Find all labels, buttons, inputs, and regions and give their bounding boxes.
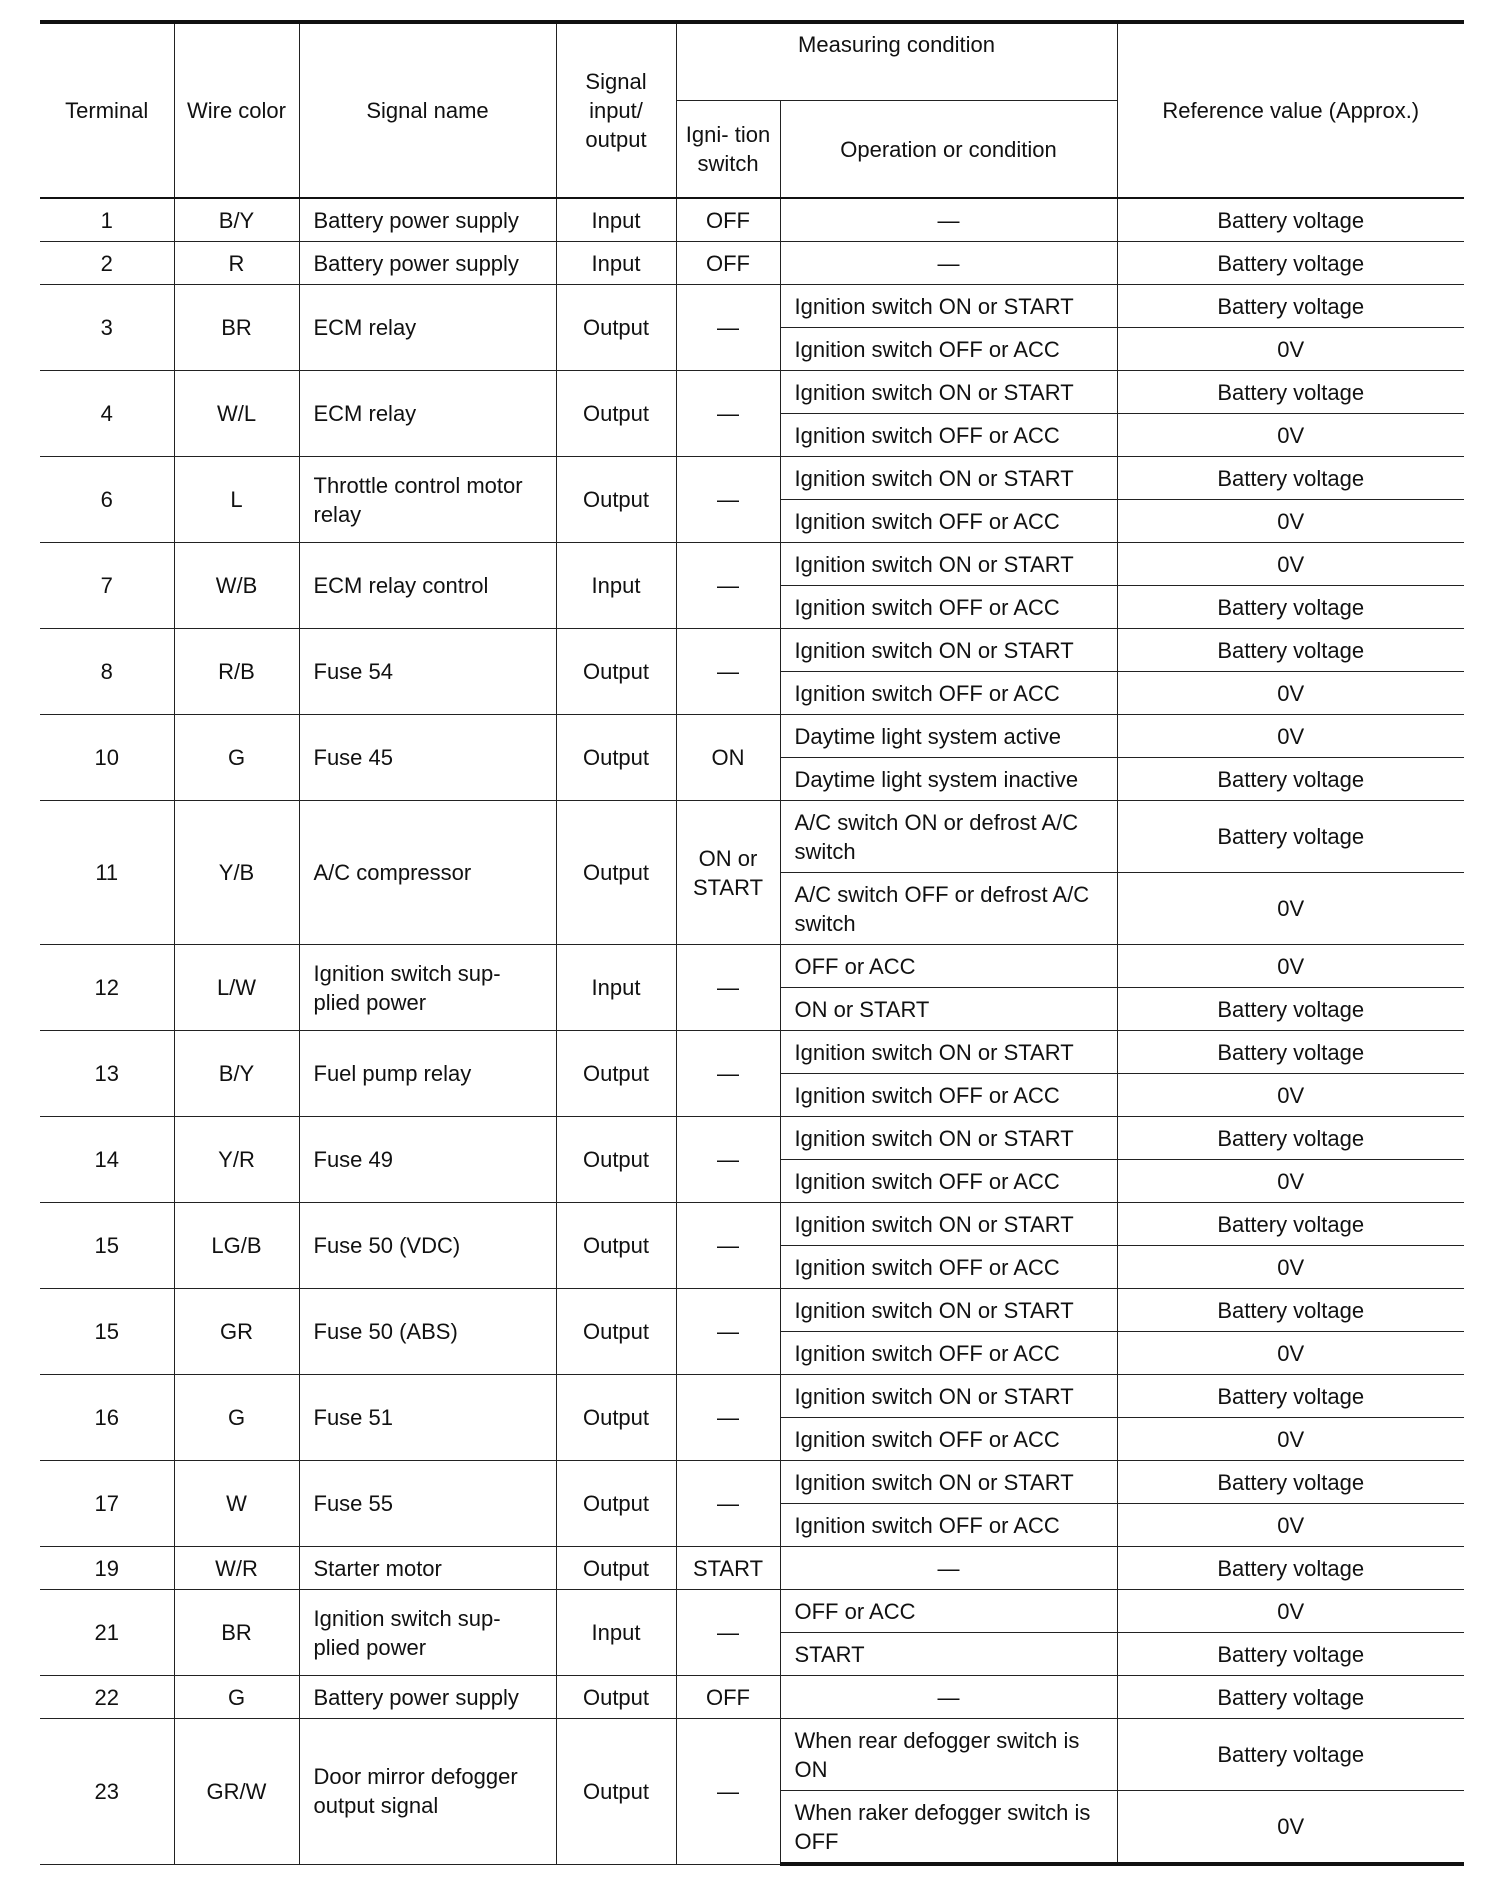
cell-wire-color: B/Y [174, 1031, 299, 1117]
cell-terminal: 10 [40, 715, 174, 801]
cell-operation-condition: — [780, 242, 1117, 285]
cell-ignition-switch: — [676, 1203, 780, 1289]
cell-signal-name: Fuel pump relay [299, 1031, 556, 1117]
cell-reference-value: Battery voltage [1117, 457, 1464, 500]
table-row [40, 198, 1464, 242]
cell-ignition-switch: — [676, 543, 780, 629]
cell-reference-value: 0V [1117, 328, 1464, 371]
cell-wire-color: LG/B [174, 1203, 299, 1289]
cell-reference-value: Battery voltage [1117, 1117, 1464, 1160]
table-row [40, 1547, 1464, 1590]
cell-ignition-switch: OFF [676, 198, 780, 242]
table-row [40, 1719, 1464, 1791]
table-row [40, 1289, 1464, 1332]
cell-reference-value: Battery voltage [1117, 801, 1464, 873]
cell-signal-name: Fuse 54 [299, 629, 556, 715]
header-wire-color: Wire color [174, 22, 299, 198]
table-row [40, 629, 1464, 672]
cell-ignition-switch: — [676, 1719, 780, 1865]
cell-terminal: 4 [40, 371, 174, 457]
cell-reference-value: Battery voltage [1117, 1203, 1464, 1246]
table-row [40, 457, 1464, 500]
cell-signal-io: Output [556, 629, 676, 715]
cell-reference-value: 0V [1117, 1791, 1464, 1865]
cell-reference-value: Battery voltage [1117, 1031, 1464, 1074]
cell-wire-color: G [174, 1676, 299, 1719]
cell-signal-io: Output [556, 715, 676, 801]
cell-wire-color: R [174, 242, 299, 285]
cell-operation-condition: Ignition switch OFF or ACC [780, 1332, 1117, 1375]
cell-wire-color: B/Y [174, 198, 299, 242]
table-row [40, 945, 1464, 988]
cell-signal-name: Fuse 45 [299, 715, 556, 801]
cell-signal-io: Output [556, 1547, 676, 1590]
table-row [40, 1375, 1464, 1418]
header-signal-io: Signal input/ output [556, 22, 676, 198]
cell-reference-value: Battery voltage [1117, 1676, 1464, 1719]
cell-operation-condition: When raker defogger switch is OFF [780, 1791, 1117, 1865]
cell-operation-condition: OFF or ACC [780, 945, 1117, 988]
cell-reference-value: Battery voltage [1117, 371, 1464, 414]
cell-ignition-switch: OFF [676, 1676, 780, 1719]
cell-operation-condition: Ignition switch OFF or ACC [780, 672, 1117, 715]
cell-terminal: 13 [40, 1031, 174, 1117]
cell-terminal: 8 [40, 629, 174, 715]
cell-operation-condition: Ignition switch ON or START [780, 1117, 1117, 1160]
cell-terminal: 16 [40, 1375, 174, 1461]
cell-operation-condition: Ignition switch ON or START [780, 1031, 1117, 1074]
cell-operation-condition: START [780, 1633, 1117, 1676]
cell-reference-value: Battery voltage [1117, 1633, 1464, 1676]
cell-signal-io: Input [556, 543, 676, 629]
cell-signal-name: A/C compressor [299, 801, 556, 945]
cell-reference-value: Battery voltage [1117, 1289, 1464, 1332]
cell-wire-color: W/L [174, 371, 299, 457]
cell-operation-condition: — [780, 1547, 1117, 1590]
cell-wire-color: G [174, 1375, 299, 1461]
cell-ignition-switch: — [676, 1375, 780, 1461]
cell-operation-condition: Ignition switch ON or START [780, 457, 1117, 500]
cell-operation-condition: Ignition switch ON or START [780, 1375, 1117, 1418]
cell-reference-value: 0V [1117, 1590, 1464, 1633]
table-row [40, 242, 1464, 285]
cell-terminal: 1 [40, 198, 174, 242]
cell-operation-condition: Ignition switch OFF or ACC [780, 586, 1117, 629]
cell-terminal: 11 [40, 801, 174, 945]
cell-operation-condition: Ignition switch OFF or ACC [780, 1246, 1117, 1289]
cell-operation-condition: — [780, 1676, 1117, 1719]
cell-wire-color: GR/W [174, 1719, 299, 1865]
cell-wire-color: W/B [174, 543, 299, 629]
cell-ignition-switch: — [676, 1031, 780, 1117]
cell-signal-name: Battery power supply [299, 198, 556, 242]
cell-reference-value: 0V [1117, 715, 1464, 758]
cell-terminal: 6 [40, 457, 174, 543]
cell-ignition-switch: — [676, 371, 780, 457]
cell-signal-name: ECM relay [299, 285, 556, 371]
cell-reference-value: 0V [1117, 1504, 1464, 1547]
table-row [40, 1203, 1464, 1246]
cell-reference-value: 0V [1117, 1418, 1464, 1461]
table-row [40, 801, 1464, 873]
cell-signal-name: ECM relay control [299, 543, 556, 629]
cell-signal-name: Ignition switch sup- plied power [299, 945, 556, 1031]
table-row [40, 1590, 1464, 1633]
cell-ignition-switch: ON [676, 715, 780, 801]
cell-signal-io: Output [556, 1289, 676, 1375]
cell-ignition-switch: — [676, 629, 780, 715]
cell-reference-value: 0V [1117, 873, 1464, 945]
cell-signal-name: Throttle control motor relay [299, 457, 556, 543]
cell-wire-color: BR [174, 1590, 299, 1676]
cell-ignition-switch: START [676, 1547, 780, 1590]
cell-reference-value: 0V [1117, 1074, 1464, 1117]
cell-wire-color: L/W [174, 945, 299, 1031]
cell-reference-value: Battery voltage [1117, 242, 1464, 285]
cell-signal-io: Output [556, 1461, 676, 1547]
cell-terminal: 23 [40, 1719, 174, 1865]
cell-ignition-switch: — [676, 1117, 780, 1203]
table-row [40, 1117, 1464, 1160]
cell-reference-value: 0V [1117, 672, 1464, 715]
cell-ignition-switch: — [676, 285, 780, 371]
cell-terminal: 15 [40, 1203, 174, 1289]
table-row [40, 543, 1464, 586]
cell-signal-io: Output [556, 1203, 676, 1289]
header-signal-name: Signal name [299, 22, 556, 198]
cell-signal-name: Starter motor [299, 1547, 556, 1590]
cell-signal-io: Output [556, 1676, 676, 1719]
cell-signal-io: Output [556, 1117, 676, 1203]
cell-signal-name: Fuse 50 (VDC) [299, 1203, 556, 1289]
cell-operation-condition: Ignition switch ON or START [780, 1289, 1117, 1332]
cell-reference-value: 0V [1117, 1246, 1464, 1289]
cell-reference-value: 0V [1117, 414, 1464, 457]
cell-signal-name: Fuse 50 (ABS) [299, 1289, 556, 1375]
cell-operation-condition: Ignition switch ON or START [780, 629, 1117, 672]
cell-ignition-switch: — [676, 1289, 780, 1375]
table-row [40, 1461, 1464, 1504]
cell-reference-value: 0V [1117, 500, 1464, 543]
cell-reference-value: Battery voltage [1117, 285, 1464, 328]
table-row [40, 1676, 1464, 1719]
cell-reference-value: Battery voltage [1117, 198, 1464, 242]
cell-operation-condition: Daytime light system inactive [780, 758, 1117, 801]
cell-signal-name: Fuse 49 [299, 1117, 556, 1203]
cell-signal-name: Ignition switch sup- plied power [299, 1590, 556, 1676]
cell-signal-io: Output [556, 371, 676, 457]
cell-wire-color: Y/R [174, 1117, 299, 1203]
cell-reference-value: Battery voltage [1117, 1719, 1464, 1791]
cell-ignition-switch: — [676, 457, 780, 543]
cell-signal-io: Input [556, 1590, 676, 1676]
cell-signal-io: Output [556, 285, 676, 371]
cell-operation-condition: Ignition switch OFF or ACC [780, 1074, 1117, 1117]
cell-ignition-switch: — [676, 1461, 780, 1547]
cell-reference-value: Battery voltage [1117, 586, 1464, 629]
cell-operation-condition: Ignition switch OFF or ACC [780, 1160, 1117, 1203]
cell-reference-value: 0V [1117, 1160, 1464, 1203]
cell-terminal: 19 [40, 1547, 174, 1590]
header-operation-condition: Operation or condition [780, 101, 1117, 199]
cell-signal-name: ECM relay [299, 371, 556, 457]
cell-reference-value: Battery voltage [1117, 1461, 1464, 1504]
cell-signal-name: Fuse 55 [299, 1461, 556, 1547]
cell-wire-color: W [174, 1461, 299, 1547]
cell-terminal: 7 [40, 543, 174, 629]
cell-signal-io: Input [556, 945, 676, 1031]
cell-terminal: 15 [40, 1289, 174, 1375]
cell-signal-io: Output [556, 457, 676, 543]
cell-operation-condition: OFF or ACC [780, 1590, 1117, 1633]
cell-operation-condition: Ignition switch ON or START [780, 285, 1117, 328]
cell-wire-color: Y/B [174, 801, 299, 945]
cell-signal-name: Battery power supply [299, 1676, 556, 1719]
cell-operation-condition: Ignition switch OFF or ACC [780, 1504, 1117, 1547]
cell-reference-value: Battery voltage [1117, 629, 1464, 672]
table-row [40, 285, 1464, 328]
cell-signal-io: Input [556, 242, 676, 285]
cell-ignition-switch: — [676, 945, 780, 1031]
cell-signal-io: Output [556, 1375, 676, 1461]
cell-signal-name: Fuse 51 [299, 1375, 556, 1461]
cell-terminal: 21 [40, 1590, 174, 1676]
cell-operation-condition: A/C switch OFF or defrost A/C switch [780, 873, 1117, 945]
cell-terminal: 14 [40, 1117, 174, 1203]
cell-reference-value: Battery voltage [1117, 758, 1464, 801]
cell-signal-io: Output [556, 1031, 676, 1117]
cell-wire-color: R/B [174, 629, 299, 715]
cell-reference-value: 0V [1117, 543, 1464, 586]
terminal-reference-table [40, 20, 1464, 1866]
cell-signal-name: Door mirror defogger output signal [299, 1719, 556, 1865]
header-reference-value: Reference value (Approx.) [1117, 22, 1464, 198]
cell-operation-condition: Daytime light system active [780, 715, 1117, 758]
cell-reference-value: 0V [1117, 945, 1464, 988]
cell-ignition-switch: — [676, 1590, 780, 1676]
terminal-reference-table-container [40, 20, 1464, 1866]
cell-reference-value: Battery voltage [1117, 1375, 1464, 1418]
cell-operation-condition: Ignition switch ON or START [780, 543, 1117, 586]
cell-reference-value: 0V [1117, 1332, 1464, 1375]
table-row [40, 1031, 1464, 1074]
cell-terminal: 12 [40, 945, 174, 1031]
table-header [40, 22, 1464, 198]
cell-terminal: 22 [40, 1676, 174, 1719]
cell-signal-io: Input [556, 198, 676, 242]
cell-operation-condition: ON or START [780, 988, 1117, 1031]
cell-wire-color: G [174, 715, 299, 801]
cell-operation-condition: Ignition switch OFF or ACC [780, 1418, 1117, 1461]
cell-wire-color: W/R [174, 1547, 299, 1590]
table-body [40, 198, 1464, 1864]
cell-operation-condition: Ignition switch ON or START [780, 1203, 1117, 1246]
cell-ignition-switch: OFF [676, 242, 780, 285]
cell-wire-color: L [174, 457, 299, 543]
cell-wire-color: BR [174, 285, 299, 371]
table-row [40, 715, 1464, 758]
cell-terminal: 17 [40, 1461, 174, 1547]
cell-reference-value: Battery voltage [1117, 988, 1464, 1031]
cell-signal-name: Battery power supply [299, 242, 556, 285]
header-measuring-condition: Measuring condition [676, 22, 1117, 101]
cell-operation-condition: When rear defogger switch is ON [780, 1719, 1117, 1791]
cell-operation-condition: Ignition switch OFF or ACC [780, 328, 1117, 371]
cell-terminal: 2 [40, 242, 174, 285]
header-terminal: Terminal [40, 22, 174, 198]
cell-reference-value: Battery voltage [1117, 1547, 1464, 1590]
header-ignition-switch: Igni- tion switch [676, 101, 780, 199]
cell-operation-condition: A/C switch ON or defrost A/C switch [780, 801, 1117, 873]
cell-operation-condition: Ignition switch OFF or ACC [780, 500, 1117, 543]
cell-operation-condition: Ignition switch ON or START [780, 1461, 1117, 1504]
cell-terminal: 3 [40, 285, 174, 371]
cell-ignition-switch: ON or START [676, 801, 780, 945]
table-row [40, 371, 1464, 414]
cell-operation-condition: Ignition switch ON or START [780, 371, 1117, 414]
cell-signal-io: Output [556, 1719, 676, 1865]
cell-signal-io: Output [556, 801, 676, 945]
cell-operation-condition: — [780, 198, 1117, 242]
cell-operation-condition: Ignition switch OFF or ACC [780, 414, 1117, 457]
cell-wire-color: GR [174, 1289, 299, 1375]
